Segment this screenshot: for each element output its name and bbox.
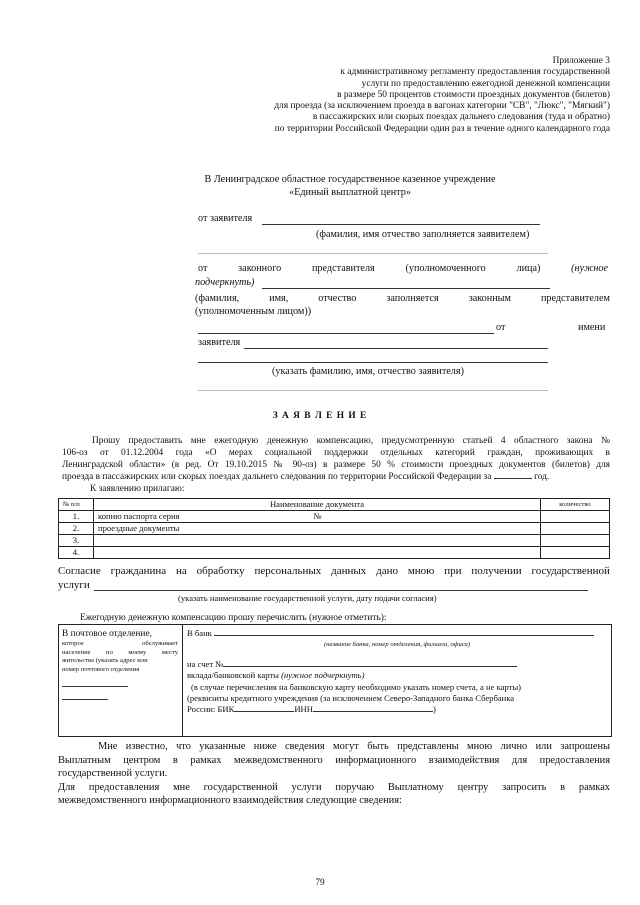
year-field[interactable] [494,478,532,479]
page-number: 79 [315,878,325,888]
appendix-line: для проезда (за исключением проезда в вагонах категории "СВ", "Люкс", "Мягкий") [274,101,610,112]
blank-line[interactable] [198,253,548,254]
header-doc: Наименование документа [94,499,541,511]
payment-table [58,624,612,737]
russia-bik: России: БИК [187,704,235,715]
representative-line: от законного представителя (уполномоченного лица) (нужное [198,263,608,274]
bank-hint: (название банка, номер отделения, филиала, офиса) [323,641,471,649]
post-line[interactable] [62,699,108,700]
applicant-line-2[interactable] [244,348,548,349]
bank-label: В банк [187,628,212,638]
statement-title: З А Я В Л Е Н И Е [272,411,368,421]
account-label: на счет № [187,659,224,670]
table-row: 2. проездные документы [59,523,610,535]
applicant-name-line[interactable] [262,224,540,225]
inn-label: ИНН [294,704,313,715]
attachments-table [58,498,610,559]
on-behalf-name: имени [578,322,606,333]
post-title: В почтовое отделение, [62,629,152,639]
table-row: 4. [59,547,610,559]
inn-line[interactable] [313,711,433,712]
representative-hint: (фамилия, имя, отчество заполняется законным представителем [195,293,610,304]
payment-intro: Ежегодную денежную компенсацию прошу перечислить (нужное отметить): [80,613,387,623]
on-behalf-applicant: заявителя [198,337,241,348]
appendix-line: услуги по предоставлению ежегодной денежной компенсации [361,78,610,89]
notice-line: Выплатным центром в рамках межведомственного информационного взаимодействия для предоставления [58,754,610,766]
card-hint: (нужное подчеркнуть) [281,670,365,681]
card-text: вклада/банковской карты [187,670,279,681]
appendix-line: Приложение 3 [552,56,610,66]
header-num: № п/п [59,499,94,511]
notice-line: межведомственного информационного взаимодействия следующие сведения: [58,795,402,806]
appendix-line: в пассажирских или скорых поездах дальнего следования (туда и обратно) [312,112,610,123]
table-header [59,499,610,511]
card-note: (в случае перечисления на банковскую карту необходимо указать номер счета, а не карты) [191,681,522,692]
notice-line: государственной услуги. [58,768,168,779]
statement-line-last: проезда в пассажирских или скорых поездах дальнего следования по территории Российской Федерации за год. [62,472,550,482]
attach-label: К заявлению прилагаю: [90,484,185,494]
recipient [170,173,530,199]
table-row: 1. копию паспорта серия № [59,511,610,523]
blank-line-2[interactable] [198,390,548,391]
appendix-line: в размере 50 процентов стоимости проездных документов (билетов) [337,89,610,100]
requisites: (реквизиты кредитного учреждения (за исключением Северо-Западного банка Сбербанка [187,692,515,703]
bik-line[interactable] [234,711,294,712]
consent-hint: (указать наименование государственной услуги, дату подачи согласия) [178,593,437,603]
recipient-line1: В Ленинградское областное государственное казенное учреждение [204,174,496,185]
applicant-hint: (указать фамилию, имя, отчество заявителя) [272,366,464,377]
post-hint: которое обслуживает население по моему месту жительства (указать адрес или номер почтового отделения [62,640,178,673]
account-line[interactable] [223,666,517,667]
bank-name-line[interactable] [214,635,594,636]
applicant-name-hint: (фамилия, имя отчество заполняется заявителем) [316,229,530,240]
recipient-line2: «Единый выплатной центр» [289,187,411,198]
representative-name-line[interactable] [262,288,550,289]
from-applicant-label: от заявителя [198,213,253,224]
statement-line: Ленинградской области» (в ред. От 19.10.2015 № 90-оз) в размере 50 % стоимости проездных документов (билетов) для [62,460,610,470]
notice-line: Мне известно, что указанные ниже сведения могут быть представлены мною лично или запрошены [98,741,610,752]
consent-line2: услуги [58,579,90,591]
table-row: 3. [59,535,610,547]
underline-hint: подчеркнуть) [195,277,255,288]
statement-line: Прошу предоставить мне ежегодную денежную компенсацию, предусмотренную статьей 4 областного закона № [92,436,610,446]
header-qty: количество [541,499,610,511]
on-behalf-from: от [496,322,506,333]
statement-body [62,435,610,495]
appendix-line: по территории Российской Федерации один раз в течение одного календарного года [274,123,610,134]
on-behalf-line[interactable] [198,333,494,334]
representative-hint-2: (уполномоченным лицом)) [195,306,312,317]
applicant-line-3[interactable] [198,362,548,363]
post-option[interactable] [62,628,178,700]
post-line[interactable] [62,686,128,687]
consent-service-line[interactable] [94,590,588,591]
notice [58,740,610,808]
appendix-line: к административному регламенту предоставления государственной [340,67,610,78]
consent-line: Согласие гражданина на обработку персональных данных дано мною при получении государственной [58,565,610,577]
bank-option[interactable]: В банк (название банка, номер отделения, филиала, офиса) на счет № вклада/банковской карты (нужное подчеркнуть) (в случае перечисления на банковскую карту необходимо указать номер счета, а не карты) (реквизиты кредитного учреждения (за исключением Северо-Западного банка Сбербанка России: БИК ИНН ) [187,628,607,715]
notice-line: Для предоставления мне государственной услуги поручаю Выплатному центру запросить в рамках [58,781,610,793]
appendix-header [170,56,610,135]
statement-line: 106-оз от 01.12.2004 года «О мерах социальной поддержки отдельных категорий граждан, проживающих в [62,448,610,458]
